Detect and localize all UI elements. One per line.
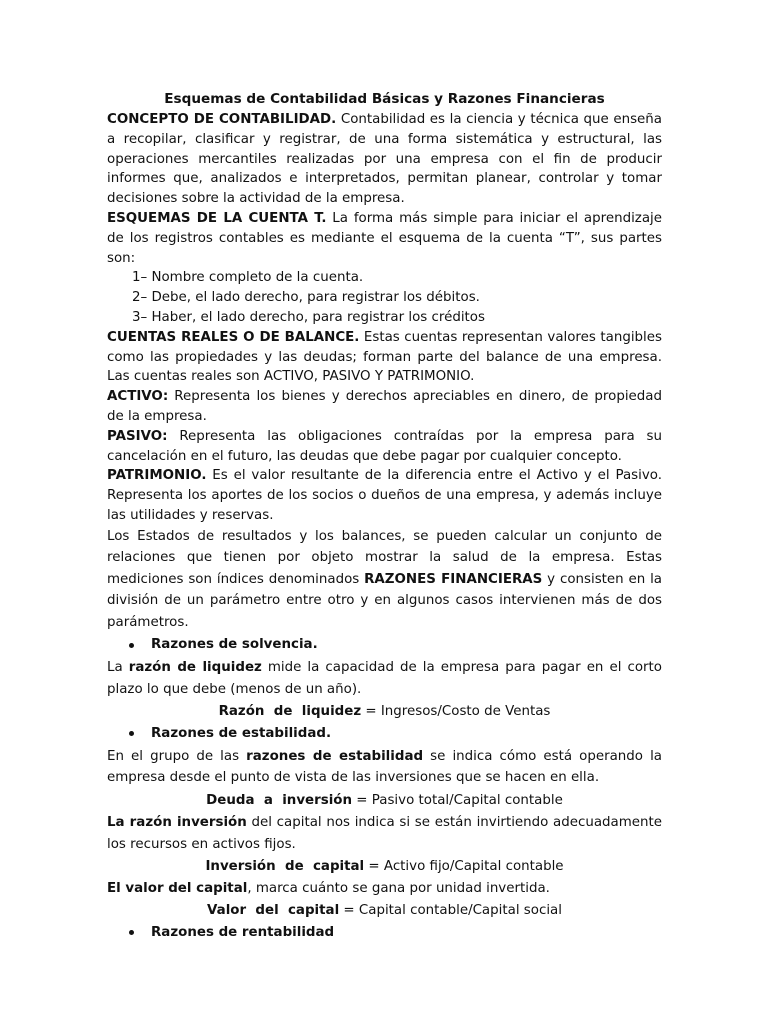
formula-label: Inversión de capital (205, 859, 365, 875)
text-esquemas: La forma más simple para iniciar el aprendizaje de los registros contables es mediante el esquema de la cuenta “T”, sus partes son: (107, 210, 662, 266)
text-valor-capital: , marca cuánto se gana por unidad invertida. (247, 881, 550, 897)
formula-text: = Ingresos/Costo de Ventas (361, 704, 551, 720)
paragraph-cuentas (107, 328, 662, 387)
text-liquidez-a: La (107, 660, 129, 676)
bullet-label: Razones de estabilidad. (151, 725, 332, 741)
paragraph-concepto (107, 110, 662, 209)
formula-text: = Pasivo total/Capital contable (352, 792, 563, 808)
paragraph-esquemas (107, 209, 662, 268)
heading-activo: ACTIVO: (107, 389, 169, 405)
document-title: Esquemas de Contabilidad Básicas y Razones Financieras (164, 91, 605, 107)
bullet-dot-icon (129, 731, 134, 736)
list-item: 2– Debe, el lado derecho, para registrar los débitos. (132, 290, 480, 306)
formula-label: Valor del capital (207, 903, 340, 919)
bullet-solvencia (107, 635, 662, 655)
paragraph-estados (107, 526, 662, 634)
bold-razon-inversion: La razón inversión (107, 815, 247, 831)
text-estados-b: y consisten en la división de un parámetro entre otro y en algunos casos intervienen más de dos parámetros. (107, 571, 663, 630)
cuenta-t-parts-list (107, 268, 662, 327)
bullet-label: Razones de rentabilidad (151, 924, 335, 940)
paragraph-patrimonio (107, 466, 662, 525)
text-cuentas: Estas cuentas representan valores tangibles como las propiedades y las deudas; forman parte del balance de una empresa. Las cuentas reales son ACTIVO, PASIVO Y PATRIMONIO. (107, 329, 662, 385)
text-inversion: del capital nos indica si se están invirtiendo adecuadamente los recursos en activos fijos. (107, 815, 662, 852)
bold-razon-liquidez: razón de liquidez (128, 660, 262, 676)
paragraph-estabilidad (107, 746, 662, 789)
heading-concepto: CONCEPTO DE CONTABILIDAD. (107, 112, 337, 127)
text-liquidez-b: mide la capacidad de la empresa para pagar en el corto plazo lo que debe (menos de un año). (107, 660, 662, 697)
bold-razones-estabilidad: razones de estabilidad (246, 748, 424, 764)
list-item: 3– Haber, el lado derecho, para registrar los créditos (132, 309, 485, 325)
bold-razones-financieras: RAZONES FINANCIERAS (364, 571, 543, 587)
heading-esquemas: ESQUEMAS DE LA CUENTA T. (107, 210, 327, 226)
paragraph-inversion (107, 812, 662, 855)
text-concepto: Contabilidad es la ciencia y técnica que enseña a recopilar, clasificar y registrar, de una forma sistemática y estructural, las operaciones mercantiles realizadas por una empresa con el fin de producir informes que, analizados e interpretados, permitan planear, controlar y tomar decisiones sobre la actividad de la empresa. (107, 112, 662, 207)
formula-label: Razón de liquidez (218, 704, 362, 720)
text-estabilidad-a: En el grupo de las (107, 748, 247, 764)
heading-patrimonio: PATRIMONIO. (107, 468, 207, 484)
formula-valor-capital (107, 901, 662, 921)
bold-valor-capital: El valor del capital (107, 881, 248, 897)
heading-pasivo: PASIVO: (107, 428, 168, 444)
formula-liquidez (107, 702, 662, 722)
text-activo: Representa los bienes y derechos apreciables en dinero, de propiedad de la empresa. (107, 389, 662, 424)
paragraph-liquidez (107, 657, 662, 700)
formula-inversion-capital (107, 857, 662, 877)
text-patrimonio: Es el valor resultante de la diferencia entre el Activo y el Pasivo. Representa los aportes de los socios o dueños de una empresa, y además incluye las utilidades y reservas. (107, 468, 662, 523)
formula-text: = Capital contable/Capital social (339, 903, 562, 919)
text-estabilidad-b: se indica cómo está operando la empresa desde el punto de vista de las inversiones que se hacen en ella. (107, 748, 662, 786)
bullet-label: Razones de solvencia. (151, 637, 318, 653)
text-estados-a: Los Estados de resultados y los balances, se pueden calcular un conjunto de relaciones que tienen por objeto mostrar la salud de la empresa. Estas mediciones son índices denominados (107, 528, 662, 587)
paragraph-pasivo (107, 427, 662, 467)
formula-label: Deuda a inversión (206, 792, 353, 808)
heading-cuentas: CUENTAS REALES O DE BALANCE. (107, 329, 360, 345)
bullet-dot-icon (129, 643, 134, 648)
list-item: 1– Nombre completo de la cuenta. (132, 270, 364, 286)
formula-text: = Activo fijo/Capital contable (364, 859, 564, 875)
paragraph-activo (107, 387, 662, 427)
bullet-estabilidad (107, 724, 662, 744)
bullet-dot-icon (129, 930, 134, 935)
formula-deuda-inversion (107, 791, 662, 811)
bullet-rentabilidad (107, 923, 662, 943)
paragraph-valor-capital (107, 879, 662, 899)
text-pasivo: Representa las obligaciones contraídas por la empresa para su cancelación en el futuro, las deudas que debe pagar por cualquier concepto. (107, 428, 662, 464)
